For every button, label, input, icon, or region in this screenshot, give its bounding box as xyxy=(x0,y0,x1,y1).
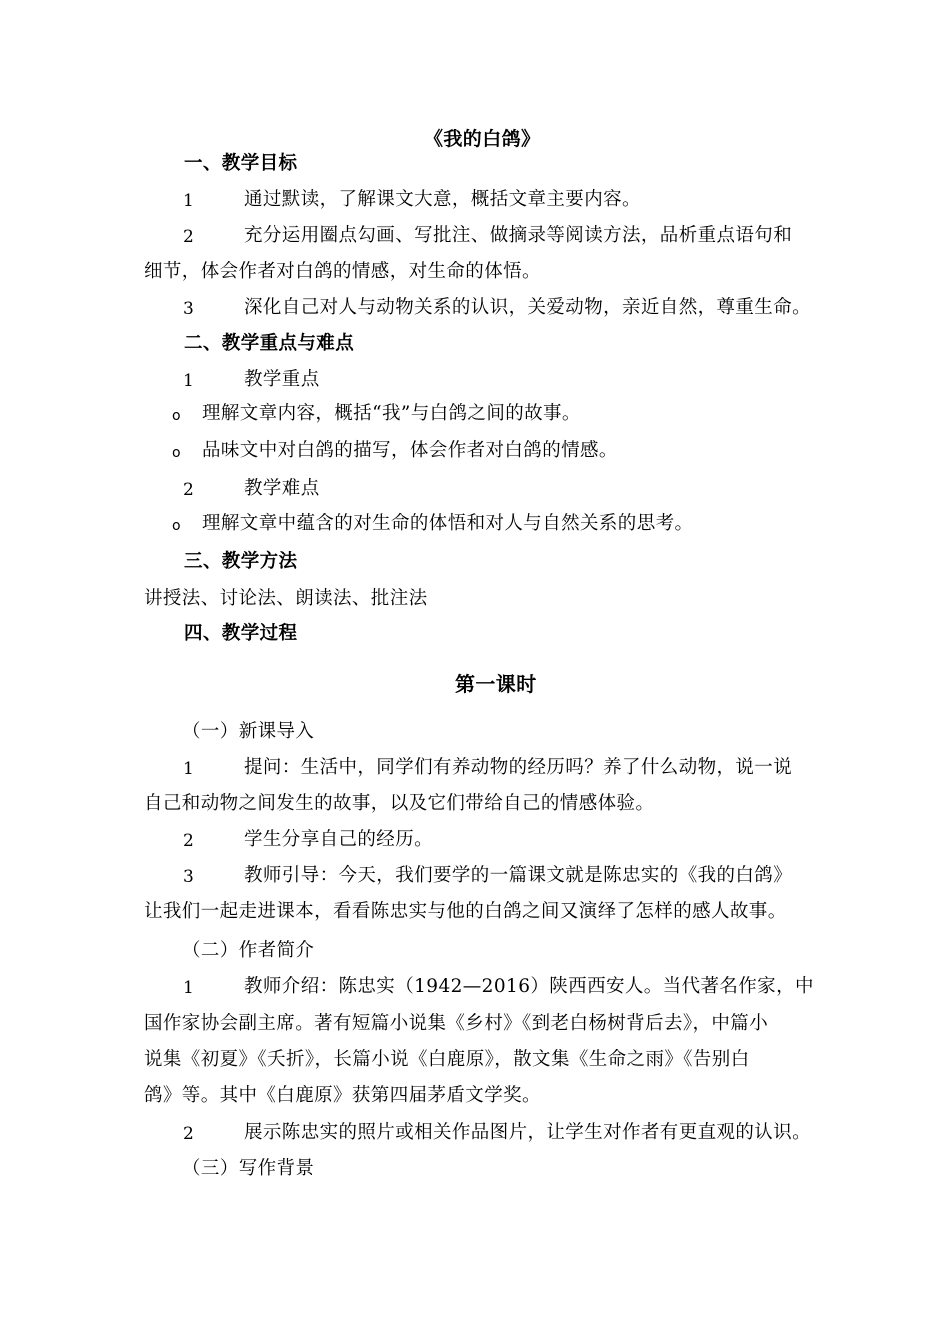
step-text-continued: 国作家协会副主席。著有短篇小说集《乡村》《到老白杨树背后去》，中篇小 xyxy=(144,1013,769,1034)
part-heading-author: （二）作者简介 xyxy=(182,940,315,961)
step-text: 展示陈忠实的照片或相关作品图片，让学生对作者有更直观的认识。 xyxy=(244,1122,812,1143)
step-text-continued: 鸽》等。其中《白鹿原》获第四届茅盾文学奖。 xyxy=(144,1085,541,1106)
item-number: 3 xyxy=(183,299,194,319)
bullet-text: 品味文中对白鸽的描写，体会作者对白鸽的情感。 xyxy=(202,440,618,461)
bullet-icon: o xyxy=(172,408,181,424)
step-text: 教师引导：今天，我们要学的一篇课文就是陈忠实的《我的白鸽》 xyxy=(244,865,793,886)
part-heading-background: （三）写作背景 xyxy=(182,1158,315,1179)
item-number: 2 xyxy=(183,831,194,851)
section-heading-process: 四、教学过程 xyxy=(184,623,298,644)
item-number: 3 xyxy=(183,867,194,887)
document-title: 《我的白鸽》 xyxy=(424,128,541,150)
item-number: 2 xyxy=(183,1124,194,1144)
objective-text-continued: 细节，体会作者对白鸽的情感，对生命的体悟。 xyxy=(144,261,541,282)
step-text-continued: 让我们一起走进课本，看看陈忠实与他的白鸽之间又演绎了怎样的感人故事。 xyxy=(144,901,787,922)
objective-text: 深化自己对人与动物关系的认识，关爱动物，亲近自然，尊重生命。 xyxy=(244,297,812,318)
step-text: 学生分享自己的经历。 xyxy=(244,829,434,850)
item-number: 1 xyxy=(183,371,194,391)
item-number: 1 xyxy=(183,759,194,779)
lesson-heading: 第一课时 xyxy=(455,672,537,696)
methods-text: 讲授法、讨论法、朗读法、批注法 xyxy=(144,588,428,609)
step-text: 教师介绍：陈忠实（1942—2016）陕西西安人。当代著名作家，中 xyxy=(244,976,814,997)
bullet-text: 理解文章内容，概括“我”与白鸽之间的故事。 xyxy=(202,403,581,424)
section-heading-methods: 三、教学方法 xyxy=(184,551,298,572)
item-number: 2 xyxy=(183,227,194,247)
step-text: 提问：生活中，同学们有养动物的经历吗？养了什么动物，说一说 xyxy=(244,757,793,778)
bullet-text: 理解文章中蕴含的对生命的体悟和对人与自然关系的思考。 xyxy=(202,513,694,534)
objective-text: 通过默读，了解课文大意，概括文章主要内容。 xyxy=(244,189,641,210)
section-heading-key-points: 二、教学重点与难点 xyxy=(184,333,355,354)
objective-text: 充分运用圈点勾画、写批注、做摘录等阅读方法，品析重点语句和 xyxy=(244,225,793,246)
bullet-icon: o xyxy=(172,445,181,461)
subheading-difficulty: 教学难点 xyxy=(244,478,320,499)
part-heading-intro: （一）新课导入 xyxy=(182,721,315,742)
section-heading-objectives: 一、教学目标 xyxy=(184,153,298,174)
item-number: 2 xyxy=(183,480,194,500)
item-number: 1 xyxy=(183,978,194,998)
subheading-key-point: 教学重点 xyxy=(244,369,320,390)
bullet-icon: o xyxy=(172,518,181,534)
step-text-continued: 说集《初夏》《夭折》，长篇小说《白鹿原》，散文集《生命之雨》《告别白 xyxy=(144,1049,750,1070)
step-text-continued: 自己和动物之间发生的故事，以及它们带给自己的情感体验。 xyxy=(144,793,655,814)
item-number: 1 xyxy=(183,191,194,211)
